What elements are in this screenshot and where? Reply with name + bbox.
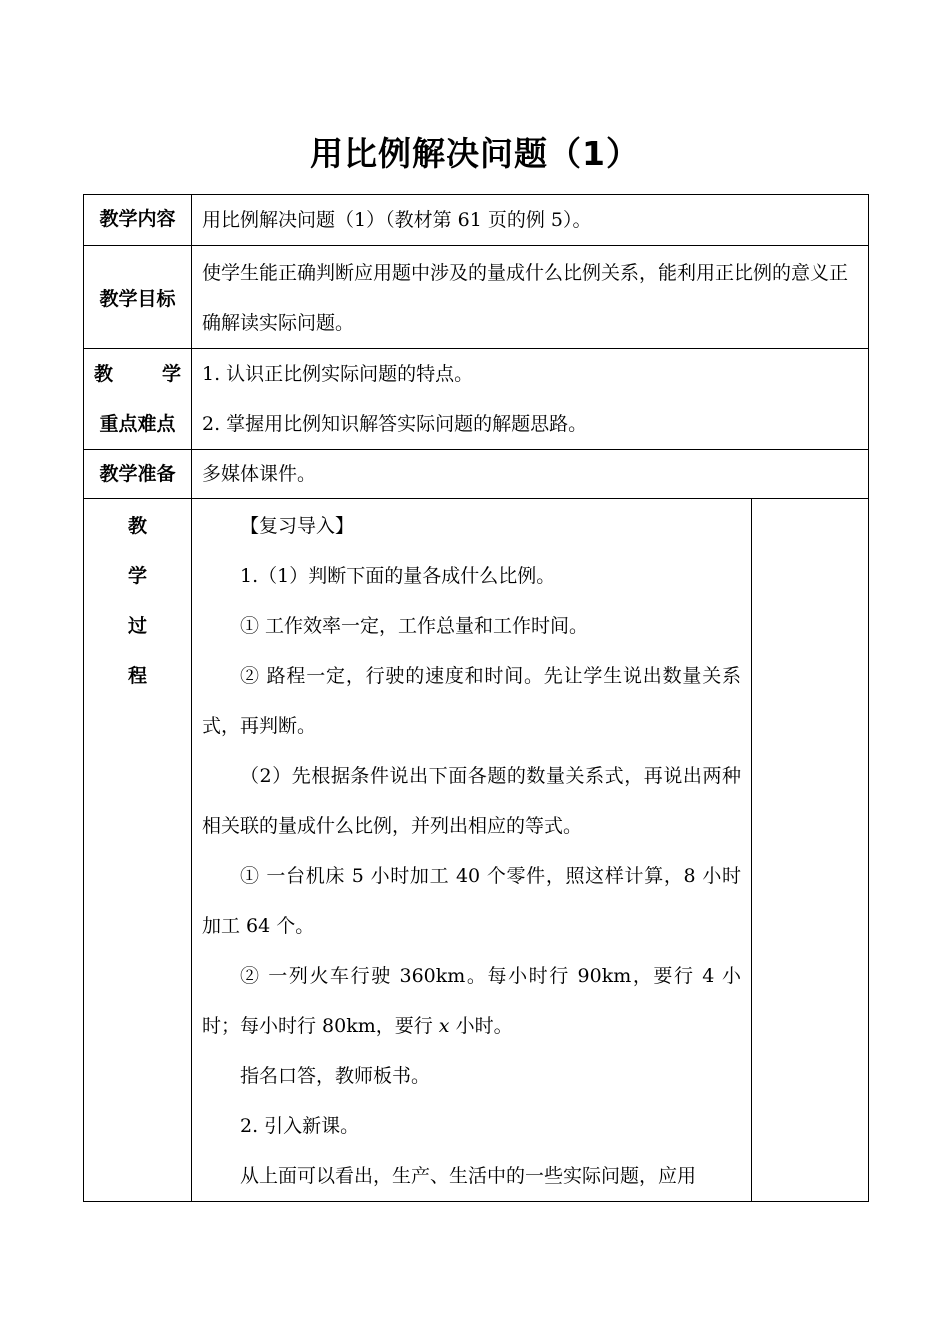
process-char-4: 程: [127, 665, 147, 687]
process-paragraph: 指名口答，教师板书。: [240, 1065, 431, 1087]
label-key-char-b: 学: [161, 363, 181, 385]
value-key-points: [192, 349, 869, 450]
row-teaching-goal: [84, 246, 869, 349]
value-preparation: 多媒体课件。: [192, 450, 869, 499]
process-paragraph: ① 工作效率一定，工作总量和工作时间。: [240, 615, 589, 637]
process-content: [192, 499, 752, 1202]
process-char-1: 教: [127, 515, 147, 537]
label-teaching-content: 教学内容: [84, 195, 192, 246]
row-key-points: [84, 349, 869, 450]
variable-x: x: [438, 1015, 450, 1037]
process-text-tail: 小时。: [455, 1015, 513, 1037]
value-teaching-goal: 使学生能正确判断应用题中涉及的量成什么比例关系，能利用正比例的意义正确解读实际问题。: [192, 246, 869, 349]
notes-column: [752, 499, 869, 1202]
process-paragraph: （2）先根据条件说出下面各题的数量关系式，再说出两种相关联的量成什么比例，并列出相应的等式。: [202, 765, 741, 837]
process-paragraph: 【复习导入】: [240, 515, 355, 537]
row-teaching-process: [84, 499, 869, 1202]
process-paragraph: 从上面可以看出，生产、生活中的一些实际问题，应用: [240, 1165, 697, 1187]
row-preparation: [84, 450, 869, 499]
label-teaching-process: [84, 499, 192, 1202]
label-teaching-goal: 教学目标: [84, 246, 192, 349]
label-key-points: [84, 349, 192, 450]
process-paragraph: ① 一台机床 5 小时加工 40 个零件，照这样计算，8 小时加工 64 个。: [202, 865, 741, 937]
label-preparation: 教学准备: [84, 450, 192, 499]
process-text: ② 一列火车行驶 360km。每小时行 90km，要行 4 小时；每小时行 80km，要行: [202, 965, 741, 1037]
key-point-2: 2. 掌握用比例知识解答实际问题的解题思路。: [202, 413, 588, 435]
process-paragraph: [202, 951, 741, 1051]
key-point-1: 1. 认识正比例实际问题的特点。: [202, 363, 474, 385]
label-key-char-a: 教: [94, 363, 114, 385]
process-paragraph: ② 路程一定，行驶的速度和时间。先让学生说出数量关系式，再判断。: [202, 665, 741, 737]
lesson-plan-table: [83, 194, 869, 1202]
label-key-sub: 重点难点: [99, 413, 176, 435]
process-paragraph: 2. 引入新课。: [240, 1115, 360, 1137]
process-paragraph: 1.（1）判断下面的量各成什么比例。: [240, 565, 556, 587]
row-teaching-content: [84, 195, 869, 246]
process-char-2: 学: [127, 565, 147, 587]
process-char-3: 过: [127, 615, 147, 637]
value-teaching-content: 用比例解决问题（1）（教材第 61 页的例 5）。: [192, 195, 869, 246]
page-title: 用比例解决问题（1）: [310, 134, 640, 173]
